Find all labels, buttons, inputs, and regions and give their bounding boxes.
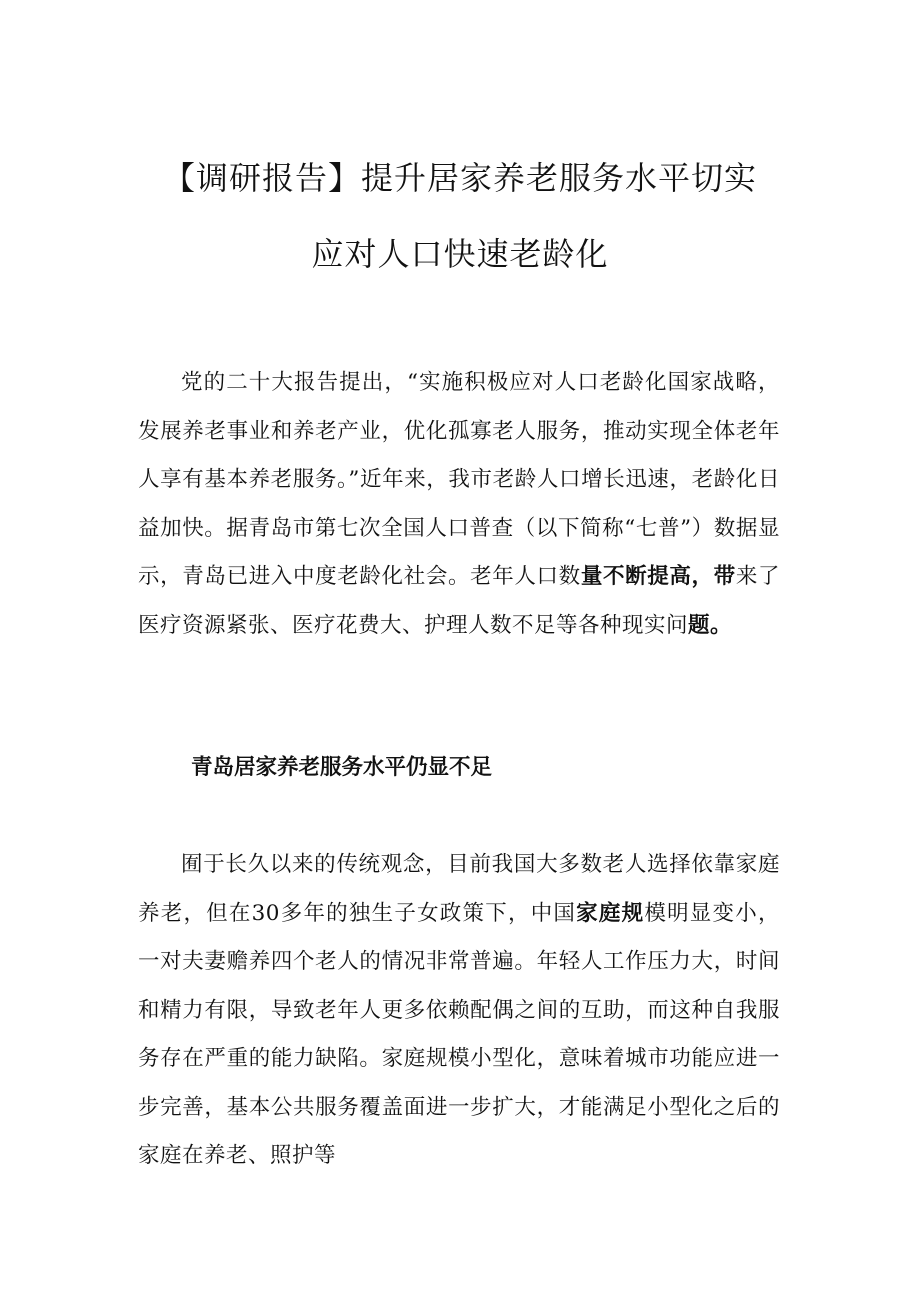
document-title-line-1: 【调研报告】提升居家养老服务水平切实 xyxy=(162,159,757,197)
section-heading: 青岛居家养老服务水平仍显不足 xyxy=(191,755,493,780)
intro-bold-2: 题。 xyxy=(688,612,733,638)
body-paragraph xyxy=(138,841,780,1181)
document-title-line-2: 应对人口快速老龄化 xyxy=(311,235,609,273)
intro-text-2: 来了医疗资源紧张、医疗花费大、护理人数不足等各种现实问 xyxy=(138,564,780,638)
body-text-1: 囿于长久以来的传统观念，目前我国大多数老人选择依靠家庭养老，但在30多年的独生子女政策下，中国 xyxy=(138,852,780,926)
intro-text-1: 党的二十大报告提出，“实施积极应对人口老龄化国家战略，发展养老事业和养老产业，优化孤寡老人服务，推动实现全体老年人享有基本养老服务。”近年来，我市老龄人口增长迅速，老龄化日益加快。据青岛市第七次全国人口普查（以下简称“七普”）数据显示，青岛已进入中度老龄化社会。老年人口数 xyxy=(138,370,780,589)
body-bold-1: 家庭规 xyxy=(576,900,645,926)
intro-bold-1: 量不断提高，带 xyxy=(580,564,736,589)
intro-paragraph xyxy=(138,359,780,650)
body-text-2: 模明显变小，一对夫妻赡养四个老人的情况非常普遍。年轻人工作压力大，时间和精力有限，导致老年人更多依赖配偶之间的互助，而这种自我服务存在严重的能力缺陷。家庭规模小型化，意味着城市功能应进一步完善，基本公共服务覆盖面进一步扩大，才能满足小型化之后的家庭在养老、照护等 xyxy=(138,900,780,1168)
